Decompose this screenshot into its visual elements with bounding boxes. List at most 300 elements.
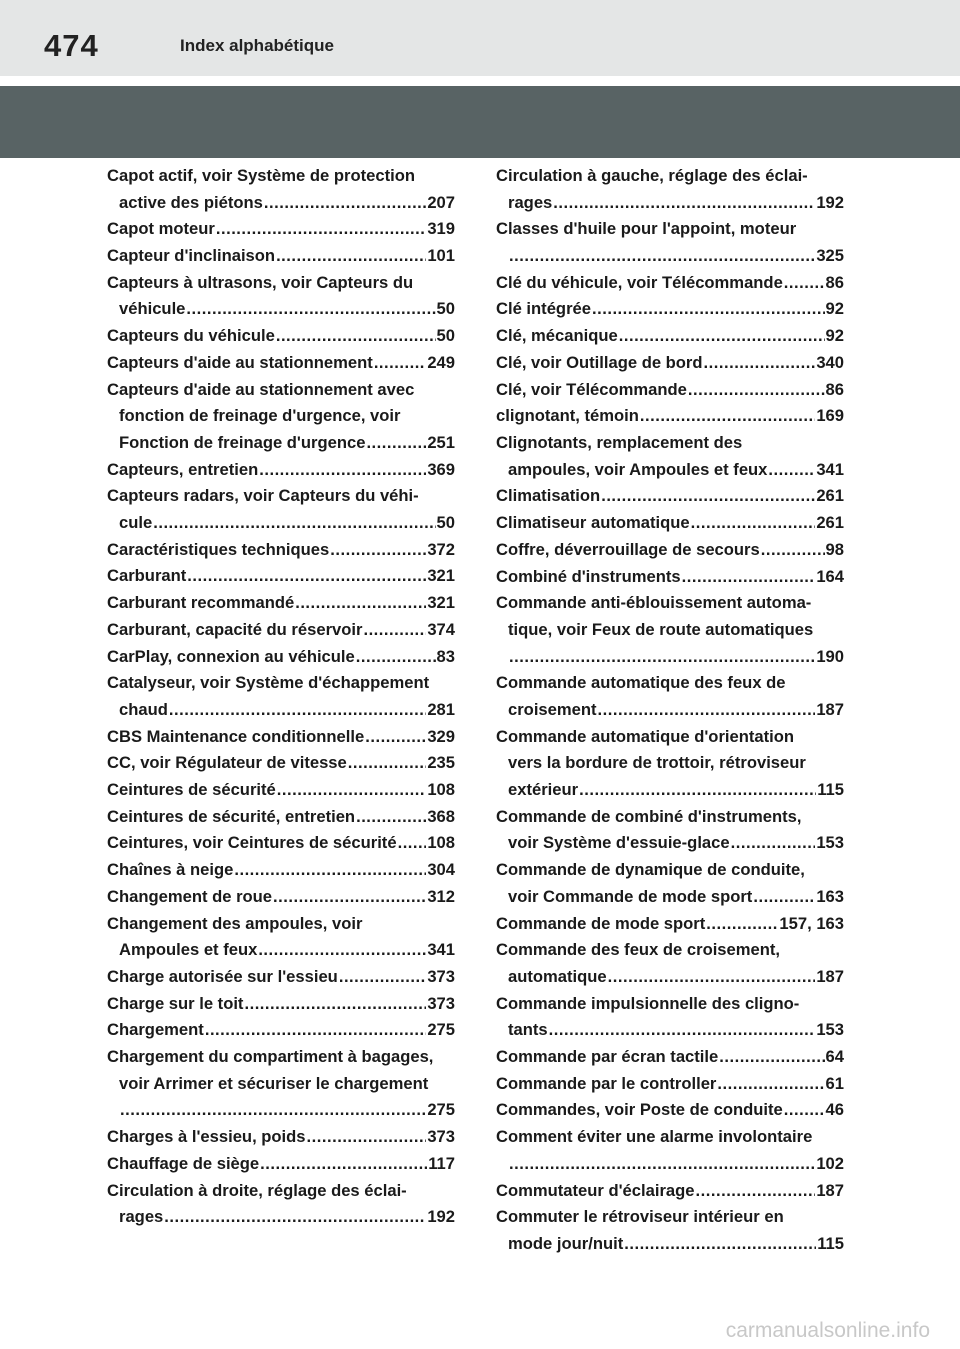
index-entry-text: Classes d'huile pour l'appoint, moteur: [496, 219, 797, 239]
dot-leader: [205, 1017, 426, 1044]
index-entry-page: 304: [427, 860, 455, 880]
index-entry-page: 368: [427, 806, 455, 826]
index-entry-text: Capot actif, voir Système de protection: [107, 166, 415, 185]
index-entry: [496, 564, 844, 591]
index-entry-page: 312: [427, 886, 455, 906]
index-entry-page: 372: [427, 539, 455, 559]
index-entry-line: [496, 457, 844, 484]
index-entry-line: [107, 1204, 455, 1231]
dot-leader: [260, 1151, 427, 1178]
index-entry-line: [496, 644, 844, 671]
index-entry-page: 319: [427, 219, 455, 239]
index-entry: [496, 1097, 844, 1124]
index-entry-line: [107, 697, 455, 724]
index-entry-text: Capteurs d'aide au stationnement: [107, 352, 373, 372]
index-entry-page: 187: [816, 1180, 844, 1200]
index-entry-page: 50: [436, 513, 455, 533]
dot-leader: [784, 270, 825, 297]
index-entry: [107, 1124, 455, 1151]
index-entry-page: 117: [428, 1153, 455, 1173]
index-entry-text: CarPlay, connexion au véhicule: [107, 646, 355, 666]
index-entry-line: [107, 937, 455, 964]
index-entry-text: voir Commande de mode sport: [508, 886, 753, 906]
index-entry-text: Commande par le controller: [496, 1073, 717, 1093]
index-entry-text: vers la bordure de trottoir, rétroviseur: [508, 753, 806, 773]
index-entry: [496, 430, 844, 483]
index-entry-line: [496, 296, 844, 323]
index-entry-text: Commuter le rétroviseur intérieur en: [496, 1207, 784, 1227]
dot-leader: [356, 804, 426, 831]
index-entry-text: Charges à l'essieu, poids: [107, 1127, 306, 1147]
index-entry: [496, 1071, 844, 1098]
index-entry-page: 373: [427, 966, 455, 986]
index-entry-line: [496, 377, 844, 404]
index-entry: [496, 216, 844, 269]
index-entry-text: fonction de freinage d'urgence, voir: [119, 406, 401, 426]
index-entry-text: Capteurs radars, voir Capteurs du véhi-: [107, 486, 419, 506]
index-entry-text: Chargement du compartiment à bagages,: [107, 1047, 434, 1067]
index-entry-page: 108: [427, 833, 455, 853]
dot-leader: [169, 697, 426, 724]
index-entry-text: Commande de dynamique de conduite,: [496, 860, 805, 880]
index-entry-page: 207: [427, 192, 455, 212]
index-entry-text: Capteurs à ultrasons, voir Capteurs du: [107, 272, 414, 292]
index-entry-line: [107, 537, 455, 564]
dot-leader: [784, 1097, 825, 1124]
index-entry-page: 115: [817, 780, 844, 800]
dot-leader: [553, 190, 815, 217]
index-entry: [496, 296, 844, 323]
index-entry-line: [496, 1044, 844, 1071]
index-entry-text: Capteur d'inclinaison: [107, 246, 276, 266]
index-entry-line: [107, 430, 455, 457]
index-entry: [107, 964, 455, 991]
index-entry-text: Clé du véhicule, voir Télécommande: [496, 272, 783, 292]
dot-leader: [619, 323, 825, 350]
dot-leader: [691, 510, 816, 537]
index-entry-page: 261: [816, 486, 844, 506]
index-entry: [496, 1124, 844, 1177]
index-entry-page: 329: [427, 726, 455, 746]
index-entry-page: 190: [816, 646, 844, 666]
index-entry-line: [107, 1097, 455, 1124]
index-entry-line: [496, 190, 844, 217]
index-entry-page: 321: [427, 566, 455, 586]
index-entry-page: 325: [816, 246, 844, 266]
index-entry-text: clignotant, témoin: [496, 406, 639, 426]
index-entry-line: [107, 350, 455, 377]
index-entry-text: Clé, voir Télécommande: [496, 379, 687, 399]
index-entry-text: Circulation à droite, réglage des éclai-: [107, 1180, 407, 1200]
index-entry-text: Chargement: [107, 1020, 204, 1040]
dot-leader: [277, 777, 427, 804]
index-entry-text: Commande anti-éblouissement automa-: [496, 593, 812, 613]
index-entry-line: [107, 1124, 455, 1151]
index-entry: [496, 804, 844, 857]
index-entry-text: Changement des ampoules, voir: [107, 913, 363, 933]
index-entry-line: [107, 750, 455, 777]
index-entry-text: Ceintures de sécurité: [107, 780, 276, 800]
dot-leader: [598, 697, 816, 724]
index-entry-line: [107, 830, 455, 857]
index-entry: [496, 323, 844, 350]
index-entry-page: 192: [427, 1207, 455, 1227]
index-entry-line: [496, 697, 844, 724]
dot-leader: [549, 1017, 816, 1044]
dot-leader: [640, 403, 815, 430]
dot-leader: [579, 777, 816, 804]
index-entry-text: croisement: [508, 699, 597, 719]
index-entry-text: Caractéristiques techniques: [107, 539, 330, 559]
index-entry-page: 86: [825, 379, 844, 399]
dot-leader: [276, 323, 436, 350]
dot-leader: [753, 884, 815, 911]
index-entry-text: Ceintures de sécurité, entretien: [107, 806, 356, 826]
index-entry-line: [496, 483, 844, 510]
index-entry-text: chaud: [119, 699, 168, 719]
dot-leader: [608, 964, 816, 991]
dot-leader: [509, 243, 815, 270]
index-entry-page: 102: [816, 1153, 844, 1173]
index-entry-line: [107, 884, 455, 911]
dot-leader: [509, 644, 815, 671]
index-entry-page: 115: [817, 1233, 844, 1253]
dot-leader: [259, 457, 426, 484]
dot-leader: [307, 1124, 427, 1151]
index-entry: [107, 216, 455, 243]
dot-leader: [398, 830, 427, 857]
index-entry-page: 157, 163: [779, 913, 844, 933]
index-entry-page: 153: [816, 833, 844, 853]
dot-leader: [696, 1178, 816, 1205]
dot-leader: [731, 830, 816, 857]
index-entry: [496, 510, 844, 537]
index-entry-line: [496, 323, 844, 350]
index-entry-page: 249: [427, 352, 455, 372]
index-entry-line: [107, 724, 455, 751]
index-entry-text: Carburant: [107, 566, 187, 586]
index-entry-page: 153: [816, 1020, 844, 1040]
dot-leader: [348, 750, 427, 777]
index-entry-line: [496, 911, 844, 938]
index-entry-line: [496, 777, 844, 804]
index-entry-text: Capteurs d'aide au stationnement avec: [107, 379, 415, 399]
index-entry-page: 50: [436, 299, 455, 319]
index-entry: [496, 483, 844, 510]
index-entry-page: 169: [816, 406, 844, 426]
dot-leader: [234, 857, 426, 884]
index-entry: [107, 270, 455, 323]
index-entry: [496, 163, 844, 216]
index-entry-page: 163: [816, 886, 844, 906]
dot-leader: [366, 430, 426, 457]
index-entry: [107, 323, 455, 350]
index-entry: [496, 937, 844, 990]
index-entry-text: Clé, mécanique: [496, 326, 618, 346]
index-entry-line: [496, 403, 844, 430]
index-entry-page: 341: [427, 940, 455, 960]
index-entry-text: véhicule: [119, 299, 186, 319]
dot-leader: [276, 243, 426, 270]
index-entry: [496, 590, 844, 670]
index-entry-line: [107, 1017, 455, 1044]
index-column-right: [496, 163, 844, 1258]
index-entry-page: 235: [427, 753, 455, 773]
index-entry-line: [107, 644, 455, 671]
dot-leader: [356, 644, 436, 671]
dot-leader: [363, 617, 426, 644]
index-entry-page: 92: [825, 299, 844, 319]
index-entry-text: Capteurs du véhicule: [107, 326, 275, 346]
index-entry-page: 187: [816, 966, 844, 986]
index-entry: [107, 991, 455, 1018]
index-entry: [107, 830, 455, 857]
index-entry-line: [107, 457, 455, 484]
section-title: Index alphabétique: [180, 36, 334, 55]
index-entry: [496, 1204, 844, 1257]
dot-leader: [717, 1071, 824, 1098]
index-entry-text: Capteurs, entretien: [107, 459, 259, 479]
index-entry-page: 275: [427, 1100, 455, 1120]
index-entry: [496, 670, 844, 723]
index-entry: [107, 884, 455, 911]
index-entry-text: Climatisation: [496, 486, 601, 506]
index-entry: [107, 670, 455, 723]
index-entry-line: [107, 617, 455, 644]
index-entry: [107, 563, 455, 590]
index-entry-text: mode jour/nuit: [508, 1233, 624, 1253]
dot-leader: [264, 190, 426, 217]
index-entry-text: Ceintures, voir Ceintures de sécurité: [107, 833, 397, 853]
dot-leader: [374, 350, 427, 377]
index-entry: [107, 590, 455, 617]
index-entry-line: [496, 564, 844, 591]
dot-leader: [273, 884, 426, 911]
dot-leader: [164, 1204, 426, 1231]
index-entry-text: Commande automatique des feux de: [496, 673, 786, 693]
index-entry-line: [107, 1151, 455, 1178]
index-entry-text: Climatiseur automatique: [496, 513, 690, 533]
index-entry: [496, 1178, 844, 1205]
dot-leader: [187, 563, 426, 590]
dot-leader: [719, 1044, 824, 1071]
index-entry-page: 374: [427, 619, 455, 639]
index-entry-line: [496, 510, 844, 537]
index-entry: [107, 483, 455, 536]
index-entry-page: 64: [825, 1047, 844, 1067]
dot-leader: [704, 350, 816, 377]
index-entry-page: 108: [427, 780, 455, 800]
index-entry-line: [107, 777, 455, 804]
index-entry: [107, 1178, 455, 1231]
index-entry-text: Chauffage de siège: [107, 1153, 260, 1173]
index-entry: [107, 163, 455, 216]
index-entry-text: Commande automatique d'orientation: [496, 726, 795, 746]
index-entry: [107, 777, 455, 804]
index-entry-text: Commande impulsionnelle des cligno-: [496, 993, 800, 1013]
index-entry-text: Chaînes à neige: [107, 860, 234, 880]
dot-leader: [244, 991, 426, 1018]
index-entry-line: [496, 884, 844, 911]
index-entry-line: [107, 296, 455, 323]
dot-leader: [330, 537, 426, 564]
dot-leader: [682, 564, 816, 591]
index-entry-text: Clé intégrée: [496, 299, 591, 319]
index-entry-page: 83: [436, 646, 455, 666]
index-entry-line: [496, 1017, 844, 1044]
index-entry-line: [107, 590, 455, 617]
index-entry: [107, 350, 455, 377]
index-entry-text: Changement de roue: [107, 886, 273, 906]
index-entry-page: 369: [427, 459, 455, 479]
index-entry-text: Coffre, déverrouillage de secours: [496, 539, 760, 559]
index-entry-line: [107, 510, 455, 537]
index-entry: [496, 1044, 844, 1071]
index-entry-page: 50: [436, 326, 455, 346]
index-entry-text: Clé, voir Outillage de bord: [496, 352, 703, 372]
index-entry-text: Commande de mode sport: [496, 913, 706, 933]
index-entry-line: [107, 857, 455, 884]
index-entry-line: [496, 1178, 844, 1205]
index-entry: [107, 537, 455, 564]
index-entry-text: active des piétons: [119, 192, 263, 212]
dot-leader: [365, 724, 426, 751]
index-entry-text: ampoules, voir Ampoules et feux: [508, 459, 768, 479]
index-entry-text: rages: [119, 1207, 164, 1227]
index-entry: [107, 1017, 455, 1044]
index-entry: [496, 350, 844, 377]
index-entry-page: 86: [825, 272, 844, 292]
index-entry-text: Ampoules et feux: [119, 940, 258, 960]
index-entry-line: [107, 991, 455, 1018]
index-entry-text: tique, voir Feux de route automatiques: [508, 619, 814, 639]
dot-leader: [258, 937, 426, 964]
index-entry-page: 341: [816, 459, 844, 479]
index-entry-line: [496, 830, 844, 857]
index-entry-line: [107, 563, 455, 590]
index-column-left: [107, 163, 455, 1231]
index-entry: [107, 377, 455, 457]
index-entry-text: Charge sur le toit: [107, 993, 244, 1013]
index-entry-line: [496, 1231, 844, 1258]
index-entry-line: [107, 323, 455, 350]
index-entry-text: tants: [508, 1020, 548, 1040]
index-entry-line: [107, 190, 455, 217]
index-entry: [107, 1151, 455, 1178]
index-entry-page: 98: [825, 539, 844, 559]
index-entry-line: [107, 804, 455, 831]
index-entry: [496, 270, 844, 297]
index-entry-line: [496, 243, 844, 270]
index-entry-text: CC, voir Régulateur de vitesse: [107, 753, 347, 773]
index-entry-page: 61: [825, 1073, 844, 1093]
dot-leader: [295, 590, 426, 617]
index-entry-page: 187: [816, 699, 844, 719]
dot-leader: [153, 510, 435, 537]
index-entry-text: Circulation à gauche, réglage des éclai-: [496, 166, 808, 185]
index-entry-text: Capot moteur: [107, 219, 215, 239]
index-entry: [107, 911, 455, 964]
index-entry: [107, 750, 455, 777]
index-entry-text: voir Arrimer et sécuriser le chargement: [119, 1073, 429, 1093]
index-entry-text: Charge autorisée sur l'essieu: [107, 966, 338, 986]
index-entry: [107, 644, 455, 671]
page-number: 474: [44, 28, 99, 63]
index-entry: [107, 457, 455, 484]
index-entry-text: Commandes, voir Poste de conduite: [496, 1100, 783, 1120]
index-entry-page: 46: [825, 1100, 844, 1120]
dot-leader: [601, 483, 815, 510]
dot-leader: [339, 964, 426, 991]
index-entry-text: Comment éviter une alarme involontaire: [496, 1127, 813, 1147]
index-entry-line: [496, 1151, 844, 1178]
index-entry: [496, 991, 844, 1044]
index-entry-page: 373: [427, 1127, 455, 1147]
index-entry: [496, 724, 844, 804]
dot-leader: [688, 377, 825, 404]
index-entry-line: [496, 1097, 844, 1124]
index-entry-page: 164: [816, 566, 844, 586]
index-entry-text: Commande des feux de croisement,: [496, 940, 781, 960]
index-entry: [496, 377, 844, 404]
index-entry-line: [496, 1071, 844, 1098]
index-entry-line: [496, 350, 844, 377]
index-entry-page: 101: [427, 246, 455, 266]
index-entry: [107, 243, 455, 270]
index-entry: [107, 804, 455, 831]
index-entry-line: [107, 216, 455, 243]
dot-leader: [768, 457, 815, 484]
dot-leader: [120, 1097, 426, 1124]
dot-leader: [509, 1151, 815, 1178]
index-entry: [107, 617, 455, 644]
index-entry-text: Commande par écran tactile: [496, 1047, 719, 1067]
index-entry-line: [496, 964, 844, 991]
index-entry-page: 251: [427, 432, 455, 452]
index-entry: [496, 857, 844, 910]
index-entry-line: [496, 537, 844, 564]
index-entry-line: [107, 243, 455, 270]
dot-leader: [761, 537, 825, 564]
index-entry-text: Carburant recommandé: [107, 593, 295, 613]
index-entry-page: 261: [816, 513, 844, 533]
dot-leader: [706, 911, 778, 938]
header-bar: [0, 0, 960, 76]
index-entry-text: Catalyseur, voir Système d'échappement: [107, 673, 430, 693]
index-entry-page: 275: [427, 1020, 455, 1040]
index-entry-page: 373: [427, 993, 455, 1013]
index-entry: [107, 1044, 455, 1124]
index-entry-page: 321: [427, 593, 455, 613]
index-entry: [107, 857, 455, 884]
index-entry-text: extérieur: [508, 780, 579, 800]
index-entry-text: Carburant, capacité du réservoir: [107, 619, 363, 639]
dot-leader: [216, 216, 426, 243]
index-entry-line: [107, 964, 455, 991]
index-entry-text: cule: [119, 513, 153, 533]
index-entry-text: Clignotants, remplacement des: [496, 433, 743, 452]
index-entry-line: [496, 270, 844, 297]
dot-leader: [186, 296, 435, 323]
dot-leader: [624, 1231, 816, 1258]
index-entry-page: 192: [816, 192, 844, 212]
index-entry: [496, 403, 844, 430]
header-band: [0, 86, 960, 158]
index-entry: [496, 911, 844, 938]
index-entry-page: 281: [427, 699, 455, 719]
index-entry: [496, 537, 844, 564]
index-entry-text: Commande de combiné d'instruments,: [496, 806, 802, 826]
